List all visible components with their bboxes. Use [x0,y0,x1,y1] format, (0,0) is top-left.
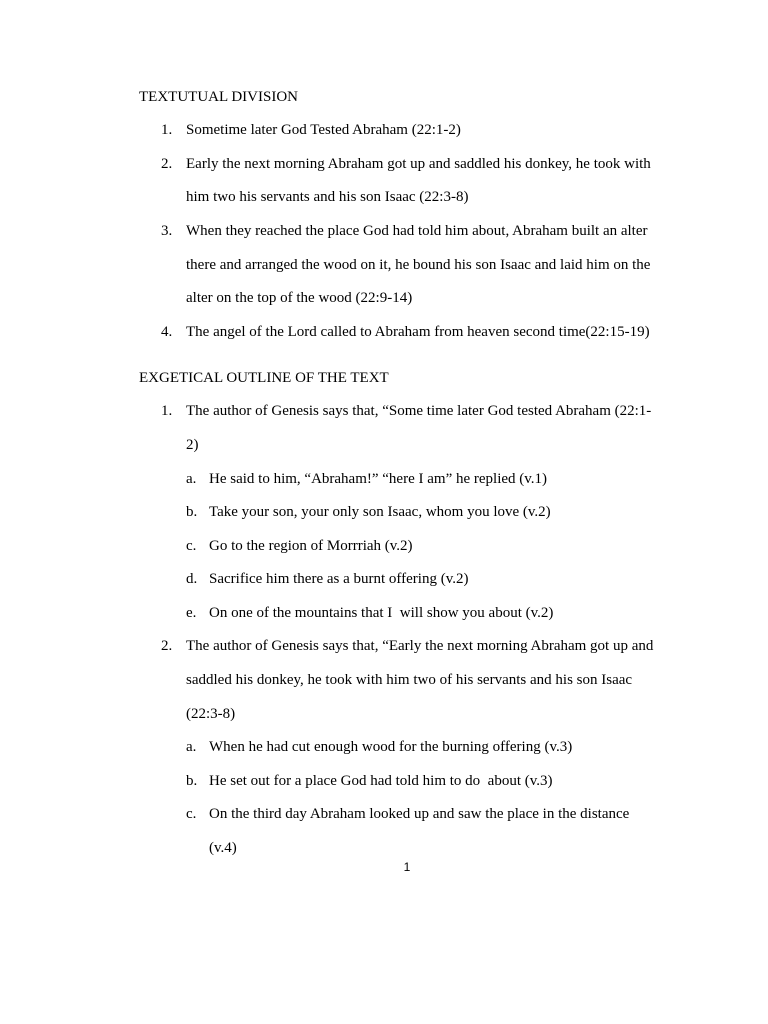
sublist-item-text: Sacrifice him there as a burnt offering (v.2) [209,571,469,587]
sublist-marker: c. [186,806,197,822]
sublist-item-text: He said to him, “Abraham!” “here I am” he replied (v.1) [209,471,548,487]
sublist-item-text: When he had cut enough wood for the burning offering (v.3) [209,739,573,755]
list-item-text: there and arranged the wood on it, he bound his son Isaac and laid him on the [186,257,651,273]
list-marker: 1. [161,122,173,138]
list-marker: 4. [161,324,173,340]
list-item-text: 2) [186,437,199,453]
sublist-marker: a. [186,739,197,755]
list-item-text: The author of Genesis says that, “Some time later God tested Abraham (22:1- [186,403,652,419]
list-item-text: alter on the top of the wood (22:9-14) [186,290,413,306]
sublist-marker: b. [186,773,198,789]
sublist-marker: c. [186,538,197,554]
sublist-item-text: On the third day Abraham looked up and saw the place in the distance [209,806,630,822]
list-marker: 3. [161,223,173,239]
list-marker: 2. [161,156,173,172]
list-item-text: him two his servants and his son Isaac (22:3-8) [186,189,469,205]
list-marker: 1. [161,403,173,419]
sublist-item-text: (v.4) [209,840,237,856]
list-item-text: The author of Genesis says that, “Early the next morning Abraham got up and [186,638,654,654]
sublist-item-text: On one of the mountains that I will show you about (v.2) [209,605,554,621]
list-item-text: The angel of the Lord called to Abraham from heaven second time(22:15-19) [186,324,650,340]
sublist-item-text: Go to the region of Morrriah (v.2) [209,538,413,554]
list-item-text: saddled his donkey, he took with him two of his servants and his son Isaac [186,672,633,688]
sublist-marker: d. [186,571,198,587]
sublist-item-text: He set out for a place God had told him to do about (v.3) [209,773,553,789]
list-item-text: (22:3-8) [186,706,236,722]
list-marker: 2. [161,638,173,654]
sublist-item-text: Take your son, your only son Isaac, whom you love (v.2) [209,504,551,520]
list-item-text: When they reached the place God had told him about, Abraham built an alter [186,223,648,239]
section-heading-textual-division: TEXTUTUAL DIVISION [139,89,298,105]
section-heading-exegetical-outline: EXGETICAL OUTLINE OF THE TEXT [139,370,389,386]
sublist-marker: a. [186,471,197,487]
sublist-marker: b. [186,504,198,520]
list-item-text: Sometime later God Tested Abraham (22:1-2) [186,122,461,138]
page-number: 1 [403,860,411,874]
sublist-marker: e. [186,605,197,621]
list-item-text: Early the next morning Abraham got up and saddled his donkey, he took with [186,156,651,172]
